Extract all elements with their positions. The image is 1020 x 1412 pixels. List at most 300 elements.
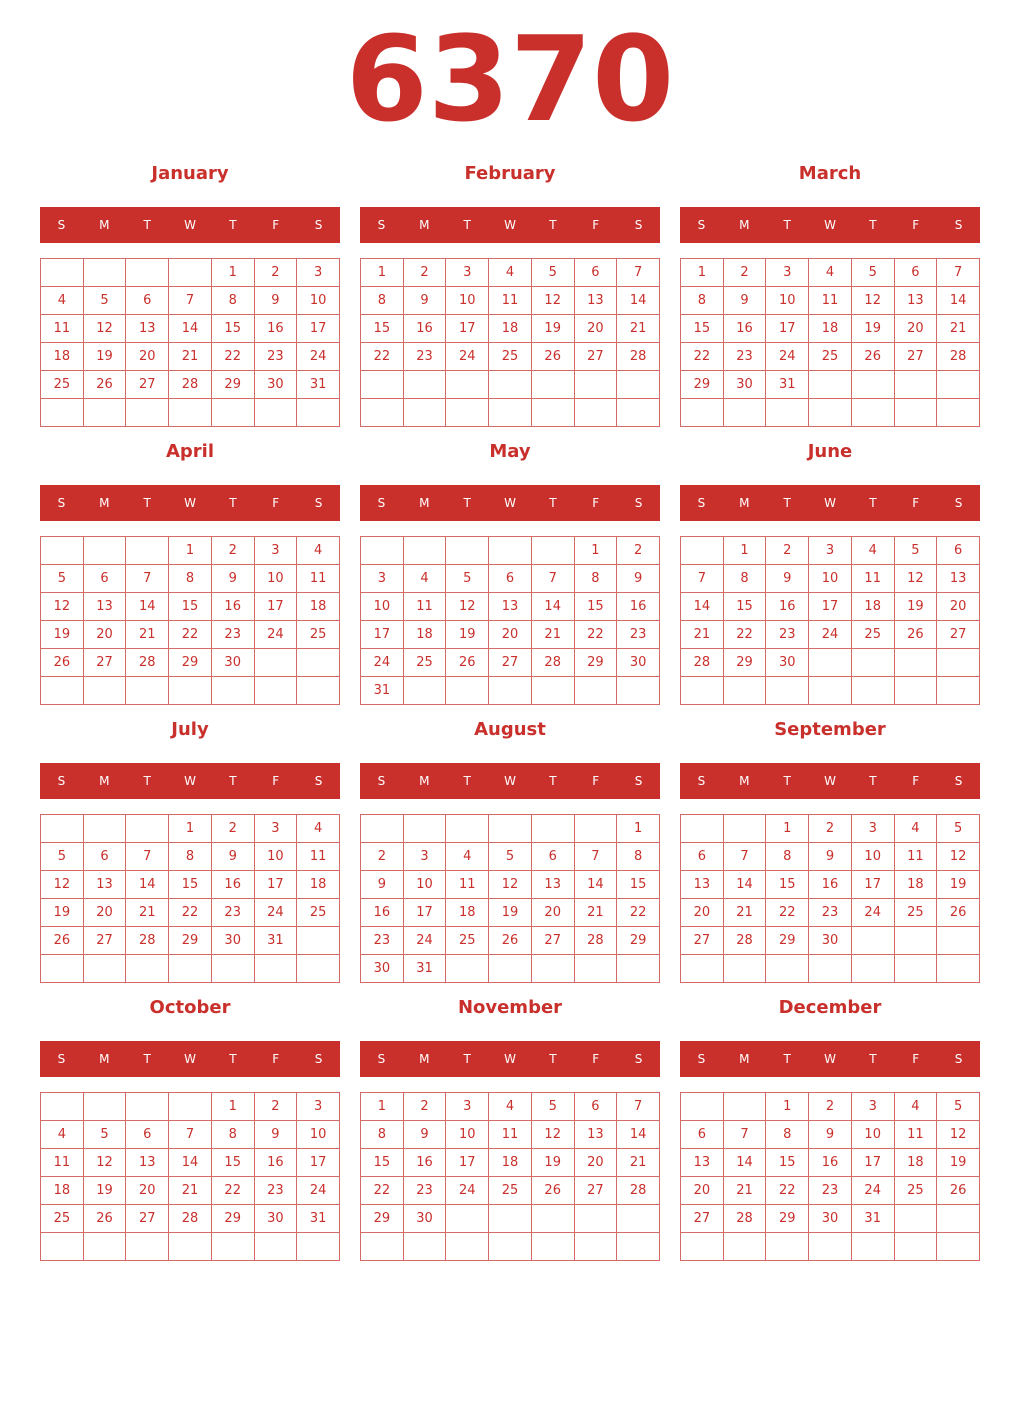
month-name: January bbox=[151, 163, 229, 184]
weekday-label: M bbox=[419, 1052, 430, 1066]
day-cell: 21 bbox=[724, 899, 767, 927]
weekday-label: T bbox=[549, 496, 557, 510]
day-cell: 2 bbox=[809, 1093, 852, 1121]
day-cell: 7 bbox=[681, 565, 724, 593]
day-cell: 25 bbox=[895, 1177, 938, 1205]
weekday-label: T bbox=[549, 218, 557, 232]
empty-cell bbox=[297, 399, 340, 427]
day-cell: 24 bbox=[255, 621, 298, 649]
day-cell: 11 bbox=[297, 843, 340, 871]
empty-cell bbox=[809, 1233, 852, 1261]
empty-cell bbox=[852, 677, 895, 705]
day-grid bbox=[40, 536, 340, 705]
day-cell: 7 bbox=[169, 287, 212, 315]
day-cell: 14 bbox=[575, 871, 618, 899]
day-cell: 14 bbox=[532, 593, 575, 621]
empty-cell bbox=[126, 677, 169, 705]
day-cell: 9 bbox=[361, 871, 404, 899]
month-name: November bbox=[457, 997, 563, 1018]
empty-cell bbox=[617, 1233, 660, 1261]
day-cell: 3 bbox=[361, 565, 404, 593]
day-grid bbox=[40, 258, 340, 427]
day-grid bbox=[360, 1092, 660, 1261]
day-cell: 9 bbox=[404, 287, 447, 315]
day-cell: 6 bbox=[681, 843, 724, 871]
empty-cell bbox=[404, 371, 447, 399]
day-cell: 3 bbox=[446, 1093, 489, 1121]
weekday-label: S bbox=[57, 218, 66, 232]
day-cell: 16 bbox=[809, 1149, 852, 1177]
empty-cell bbox=[212, 399, 255, 427]
empty-cell bbox=[446, 1205, 489, 1233]
day-cell: 16 bbox=[404, 1149, 447, 1177]
day-cell: 14 bbox=[169, 315, 212, 343]
day-cell: 21 bbox=[724, 1177, 767, 1205]
day-cell: 15 bbox=[617, 871, 660, 899]
day-cell: 3 bbox=[255, 815, 298, 843]
day-cell: 30 bbox=[809, 1205, 852, 1233]
empty-cell bbox=[895, 649, 938, 677]
weekday-label: M bbox=[99, 496, 110, 510]
empty-cell bbox=[255, 399, 298, 427]
day-cell: 11 bbox=[41, 315, 84, 343]
empty-cell bbox=[446, 371, 489, 399]
day-cell: 27 bbox=[126, 371, 169, 399]
empty-cell bbox=[126, 955, 169, 983]
day-cell: 18 bbox=[297, 593, 340, 621]
year-title: 6370 bbox=[345, 10, 675, 148]
day-cell: 10 bbox=[852, 1121, 895, 1149]
empty-cell bbox=[489, 1205, 532, 1233]
day-cell: 19 bbox=[41, 621, 84, 649]
day-cell: 23 bbox=[361, 927, 404, 955]
day-cell: 23 bbox=[724, 343, 767, 371]
day-cell: 1 bbox=[681, 259, 724, 287]
day-cell: 17 bbox=[404, 899, 447, 927]
empty-cell bbox=[361, 1233, 404, 1261]
day-cell: 20 bbox=[532, 899, 575, 927]
empty-cell bbox=[681, 677, 724, 705]
weekday-header bbox=[680, 485, 980, 521]
day-cell: 30 bbox=[255, 1205, 298, 1233]
month-name: July bbox=[171, 719, 209, 740]
day-cell: 18 bbox=[489, 315, 532, 343]
day-cell: 7 bbox=[532, 565, 575, 593]
day-cell: 5 bbox=[489, 843, 532, 871]
empty-cell bbox=[532, 955, 575, 983]
month-name: June bbox=[807, 441, 853, 462]
day-cell: 15 bbox=[361, 315, 404, 343]
empty-cell bbox=[489, 399, 532, 427]
day-cell: 13 bbox=[126, 315, 169, 343]
day-cell: 15 bbox=[766, 1149, 809, 1177]
day-cell: 13 bbox=[681, 871, 724, 899]
day-cell: 3 bbox=[852, 815, 895, 843]
weekday-label: T bbox=[869, 218, 877, 232]
day-cell: 15 bbox=[681, 315, 724, 343]
day-cell: 6 bbox=[937, 537, 980, 565]
weekday-label: F bbox=[272, 774, 280, 788]
day-cell: 12 bbox=[937, 843, 980, 871]
empty-cell bbox=[532, 371, 575, 399]
day-cell: 29 bbox=[617, 927, 660, 955]
empty-cell bbox=[404, 677, 447, 705]
day-cell: 3 bbox=[297, 259, 340, 287]
empty-cell bbox=[41, 259, 84, 287]
weekday-label: T bbox=[143, 774, 151, 788]
day-cell: 21 bbox=[617, 315, 660, 343]
day-grid bbox=[40, 814, 340, 983]
day-cell: 12 bbox=[489, 871, 532, 899]
empty-cell bbox=[255, 677, 298, 705]
empty-cell bbox=[724, 1233, 767, 1261]
day-cell: 12 bbox=[852, 287, 895, 315]
day-cell: 9 bbox=[212, 565, 255, 593]
day-cell: 4 bbox=[404, 565, 447, 593]
day-cell: 30 bbox=[724, 371, 767, 399]
day-cell: 1 bbox=[169, 815, 212, 843]
day-cell: 18 bbox=[297, 871, 340, 899]
empty-cell bbox=[681, 955, 724, 983]
day-cell: 5 bbox=[84, 1121, 127, 1149]
day-cell: 18 bbox=[895, 1149, 938, 1177]
day-cell: 6 bbox=[126, 287, 169, 315]
empty-cell bbox=[126, 399, 169, 427]
day-cell: 2 bbox=[361, 843, 404, 871]
weekday-label: S bbox=[634, 1052, 643, 1066]
weekday-label: W bbox=[824, 496, 836, 510]
empty-cell bbox=[126, 815, 169, 843]
day-cell: 27 bbox=[575, 343, 618, 371]
weekday-label: S bbox=[57, 1052, 66, 1066]
weekday-label: S bbox=[314, 774, 323, 788]
weekday-header bbox=[360, 1041, 660, 1077]
day-cell: 1 bbox=[766, 1093, 809, 1121]
month-name: December bbox=[778, 997, 882, 1018]
day-cell: 22 bbox=[575, 621, 618, 649]
month-name: October bbox=[149, 997, 231, 1018]
day-cell: 7 bbox=[169, 1121, 212, 1149]
day-cell: 4 bbox=[852, 537, 895, 565]
empty-cell bbox=[852, 927, 895, 955]
weekday-label: W bbox=[184, 496, 196, 510]
empty-cell bbox=[895, 399, 938, 427]
day-cell: 27 bbox=[681, 927, 724, 955]
day-cell: 25 bbox=[489, 343, 532, 371]
day-cell: 8 bbox=[766, 1121, 809, 1149]
day-cell: 3 bbox=[404, 843, 447, 871]
day-cell: 14 bbox=[617, 1121, 660, 1149]
weekday-label: T bbox=[783, 1052, 791, 1066]
weekday-label: F bbox=[912, 774, 920, 788]
day-cell: 14 bbox=[724, 871, 767, 899]
weekday-label: T bbox=[869, 496, 877, 510]
empty-cell bbox=[532, 1205, 575, 1233]
day-cell: 2 bbox=[766, 537, 809, 565]
day-cell: 11 bbox=[895, 843, 938, 871]
day-cell: 13 bbox=[84, 593, 127, 621]
day-cell: 31 bbox=[852, 1205, 895, 1233]
day-cell: 4 bbox=[895, 1093, 938, 1121]
day-cell: 18 bbox=[41, 343, 84, 371]
day-cell: 15 bbox=[169, 871, 212, 899]
weekday-label: M bbox=[739, 1052, 750, 1066]
empty-cell bbox=[937, 927, 980, 955]
day-cell: 20 bbox=[895, 315, 938, 343]
weekday-label: F bbox=[592, 1052, 600, 1066]
day-cell: 6 bbox=[681, 1121, 724, 1149]
day-cell: 6 bbox=[84, 843, 127, 871]
day-cell: 11 bbox=[852, 565, 895, 593]
weekday-header bbox=[40, 207, 340, 243]
day-cell: 23 bbox=[212, 899, 255, 927]
day-cell: 16 bbox=[255, 1149, 298, 1177]
empty-cell bbox=[41, 537, 84, 565]
day-cell: 14 bbox=[724, 1149, 767, 1177]
weekday-header bbox=[360, 207, 660, 243]
empty-cell bbox=[937, 371, 980, 399]
day-cell: 18 bbox=[404, 621, 447, 649]
weekday-label: F bbox=[272, 1052, 280, 1066]
day-cell: 21 bbox=[617, 1149, 660, 1177]
empty-cell bbox=[41, 399, 84, 427]
day-cell: 2 bbox=[404, 259, 447, 287]
empty-cell bbox=[617, 677, 660, 705]
day-cell: 13 bbox=[681, 1149, 724, 1177]
day-cell: 24 bbox=[766, 343, 809, 371]
weekday-label: F bbox=[272, 218, 280, 232]
day-grid bbox=[360, 814, 660, 983]
day-cell: 13 bbox=[937, 565, 980, 593]
weekday-header bbox=[680, 207, 980, 243]
empty-cell bbox=[852, 955, 895, 983]
empty-cell bbox=[41, 1093, 84, 1121]
day-cell: 29 bbox=[169, 927, 212, 955]
day-cell: 5 bbox=[937, 1093, 980, 1121]
empty-cell bbox=[84, 955, 127, 983]
empty-cell bbox=[361, 399, 404, 427]
day-cell: 22 bbox=[169, 899, 212, 927]
weekday-label: T bbox=[783, 774, 791, 788]
empty-cell bbox=[937, 677, 980, 705]
day-cell: 7 bbox=[724, 843, 767, 871]
day-cell: 19 bbox=[852, 315, 895, 343]
day-cell: 17 bbox=[766, 315, 809, 343]
day-cell: 9 bbox=[404, 1121, 447, 1149]
day-cell: 25 bbox=[41, 371, 84, 399]
day-cell: 24 bbox=[404, 927, 447, 955]
weekday-header bbox=[360, 485, 660, 521]
day-cell: 22 bbox=[681, 343, 724, 371]
weekday-label: M bbox=[739, 218, 750, 232]
day-cell: 16 bbox=[255, 315, 298, 343]
day-cell: 21 bbox=[169, 343, 212, 371]
empty-cell bbox=[404, 399, 447, 427]
day-cell: 27 bbox=[532, 927, 575, 955]
day-cell: 10 bbox=[297, 1121, 340, 1149]
empty-cell bbox=[84, 1093, 127, 1121]
day-cell: 2 bbox=[212, 537, 255, 565]
weekday-label: T bbox=[143, 218, 151, 232]
empty-cell bbox=[489, 815, 532, 843]
empty-cell bbox=[212, 955, 255, 983]
day-cell: 11 bbox=[446, 871, 489, 899]
day-cell: 29 bbox=[766, 927, 809, 955]
day-cell: 5 bbox=[937, 815, 980, 843]
empty-cell bbox=[489, 371, 532, 399]
empty-cell bbox=[446, 537, 489, 565]
weekday-label: S bbox=[954, 496, 963, 510]
day-cell: 8 bbox=[361, 1121, 404, 1149]
empty-cell bbox=[575, 399, 618, 427]
day-cell: 21 bbox=[169, 1177, 212, 1205]
empty-cell bbox=[41, 677, 84, 705]
day-cell: 12 bbox=[532, 1121, 575, 1149]
empty-cell bbox=[126, 1093, 169, 1121]
day-cell: 14 bbox=[126, 593, 169, 621]
day-cell: 12 bbox=[41, 871, 84, 899]
day-cell: 24 bbox=[297, 343, 340, 371]
day-cell: 26 bbox=[84, 371, 127, 399]
day-cell: 24 bbox=[852, 899, 895, 927]
day-cell: 28 bbox=[169, 371, 212, 399]
weekday-label: M bbox=[419, 218, 430, 232]
empty-cell bbox=[617, 399, 660, 427]
day-cell: 19 bbox=[446, 621, 489, 649]
day-cell: 20 bbox=[681, 1177, 724, 1205]
weekday-label: S bbox=[314, 496, 323, 510]
day-cell: 27 bbox=[126, 1205, 169, 1233]
day-cell: 9 bbox=[766, 565, 809, 593]
day-cell: 28 bbox=[126, 649, 169, 677]
weekday-label: M bbox=[739, 496, 750, 510]
empty-cell bbox=[809, 649, 852, 677]
empty-cell bbox=[895, 1233, 938, 1261]
day-cell: 7 bbox=[724, 1121, 767, 1149]
day-cell: 23 bbox=[404, 343, 447, 371]
empty-cell bbox=[126, 259, 169, 287]
empty-cell bbox=[681, 1093, 724, 1121]
day-grid bbox=[360, 536, 660, 705]
day-cell: 3 bbox=[809, 537, 852, 565]
empty-cell bbox=[446, 815, 489, 843]
weekday-label: W bbox=[824, 218, 836, 232]
weekday-label: M bbox=[739, 774, 750, 788]
day-cell: 17 bbox=[809, 593, 852, 621]
day-cell: 11 bbox=[809, 287, 852, 315]
day-cell: 4 bbox=[895, 815, 938, 843]
day-cell: 17 bbox=[446, 315, 489, 343]
weekday-label: S bbox=[377, 774, 386, 788]
day-grid bbox=[360, 258, 660, 427]
empty-cell bbox=[937, 1205, 980, 1233]
empty-cell bbox=[361, 815, 404, 843]
day-cell: 13 bbox=[575, 1121, 618, 1149]
day-cell: 17 bbox=[255, 593, 298, 621]
day-cell: 7 bbox=[575, 843, 618, 871]
day-cell: 2 bbox=[255, 1093, 298, 1121]
day-cell: 6 bbox=[575, 259, 618, 287]
day-cell: 28 bbox=[126, 927, 169, 955]
day-cell: 19 bbox=[41, 899, 84, 927]
day-grid bbox=[680, 1092, 980, 1261]
day-cell: 27 bbox=[489, 649, 532, 677]
empty-cell bbox=[361, 537, 404, 565]
weekday-label: W bbox=[824, 774, 836, 788]
weekday-label: T bbox=[143, 496, 151, 510]
weekday-header bbox=[680, 763, 980, 799]
weekday-label: M bbox=[99, 1052, 110, 1066]
empty-cell bbox=[895, 927, 938, 955]
weekday-header bbox=[360, 763, 660, 799]
day-cell: 23 bbox=[212, 621, 255, 649]
day-cell: 10 bbox=[766, 287, 809, 315]
day-cell: 28 bbox=[681, 649, 724, 677]
empty-cell bbox=[297, 955, 340, 983]
day-cell: 13 bbox=[84, 871, 127, 899]
day-cell: 10 bbox=[404, 871, 447, 899]
day-cell: 15 bbox=[212, 315, 255, 343]
empty-cell bbox=[575, 955, 618, 983]
day-cell: 8 bbox=[681, 287, 724, 315]
empty-cell bbox=[575, 371, 618, 399]
day-cell: 31 bbox=[297, 371, 340, 399]
day-cell: 19 bbox=[489, 899, 532, 927]
day-cell: 13 bbox=[489, 593, 532, 621]
day-cell: 24 bbox=[297, 1177, 340, 1205]
weekday-label: F bbox=[912, 218, 920, 232]
empty-cell bbox=[724, 399, 767, 427]
day-cell: 25 bbox=[404, 649, 447, 677]
empty-cell bbox=[532, 1233, 575, 1261]
day-cell: 28 bbox=[937, 343, 980, 371]
day-cell: 15 bbox=[361, 1149, 404, 1177]
day-cell: 5 bbox=[84, 287, 127, 315]
day-cell: 16 bbox=[212, 593, 255, 621]
weekday-label: T bbox=[783, 218, 791, 232]
empty-cell bbox=[84, 815, 127, 843]
day-cell: 19 bbox=[937, 871, 980, 899]
day-cell: 17 bbox=[852, 871, 895, 899]
empty-cell bbox=[446, 1233, 489, 1261]
day-cell: 19 bbox=[84, 1177, 127, 1205]
day-cell: 13 bbox=[895, 287, 938, 315]
day-cell: 22 bbox=[361, 343, 404, 371]
day-cell: 6 bbox=[84, 565, 127, 593]
day-cell: 15 bbox=[724, 593, 767, 621]
empty-cell bbox=[575, 677, 618, 705]
weekday-label: T bbox=[229, 1052, 237, 1066]
day-cell: 20 bbox=[84, 621, 127, 649]
empty-cell bbox=[724, 1093, 767, 1121]
empty-cell bbox=[809, 955, 852, 983]
weekday-label: T bbox=[549, 1052, 557, 1066]
day-cell: 1 bbox=[575, 537, 618, 565]
day-cell: 30 bbox=[212, 649, 255, 677]
day-cell: 27 bbox=[84, 927, 127, 955]
day-cell: 14 bbox=[681, 593, 724, 621]
day-cell: 6 bbox=[126, 1121, 169, 1149]
empty-cell bbox=[255, 955, 298, 983]
empty-cell bbox=[617, 371, 660, 399]
empty-cell bbox=[681, 537, 724, 565]
day-cell: 3 bbox=[852, 1093, 895, 1121]
day-cell: 22 bbox=[169, 621, 212, 649]
day-cell: 5 bbox=[41, 565, 84, 593]
day-cell: 21 bbox=[126, 899, 169, 927]
day-cell: 14 bbox=[937, 287, 980, 315]
day-cell: 13 bbox=[126, 1149, 169, 1177]
